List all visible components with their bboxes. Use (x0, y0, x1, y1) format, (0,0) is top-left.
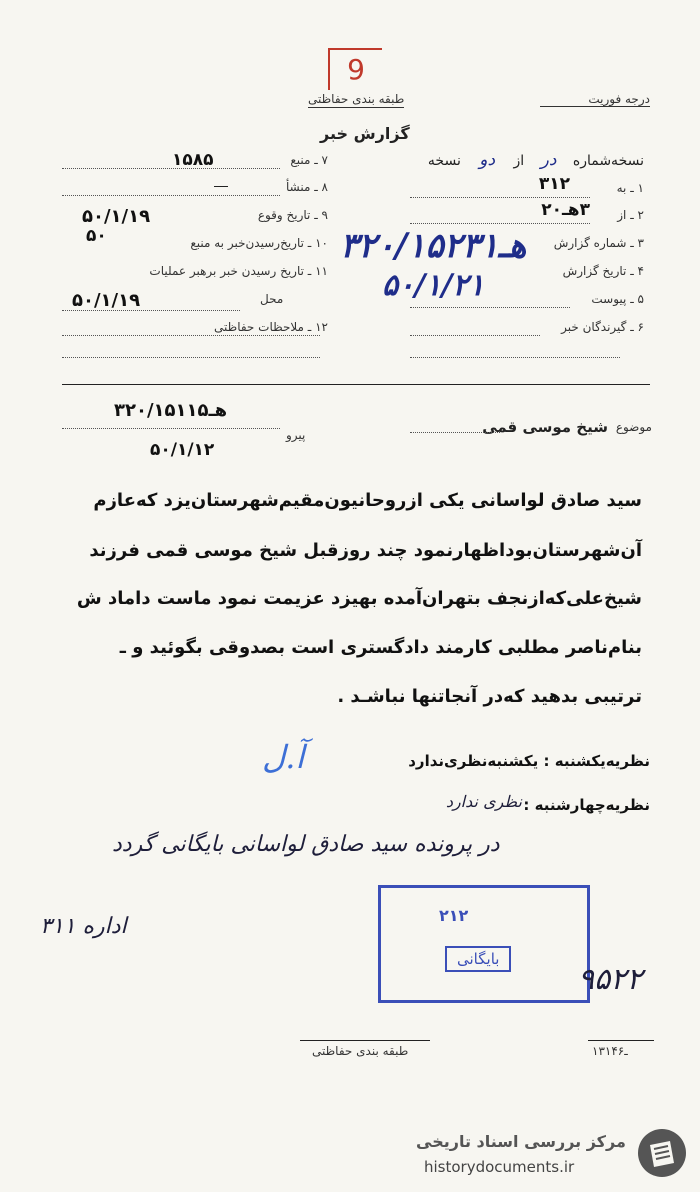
news-to-ops-label: ۱۱ ـ تاریخ رسیدن خبر برهبر عملیات (149, 264, 328, 278)
reference-number: ۳هـ۲۰/۱۵۱۱۵ (114, 400, 228, 421)
event-date-label: ۹ ـ تاریخ وقوع (257, 208, 328, 222)
remarks-label: ۱۲ ـ ملاحظات حفاظتی (214, 320, 328, 334)
handwritten-report-number: ۳هـ۲۰/۱۵۲۳۱ (340, 226, 527, 266)
footer-rule-left (300, 1040, 430, 1041)
news-to-ops-dots (62, 310, 240, 311)
to-value: ۳۱۲ (538, 174, 570, 194)
to-label: ۱ ـ به (616, 181, 644, 195)
archive-logo-icon (636, 1127, 688, 1179)
source-value: ۱۵۸۵ (172, 150, 214, 170)
watermark-url: historydocuments.ir (424, 1158, 575, 1176)
copy-of-label: از (513, 153, 525, 169)
archive-stamp (378, 885, 590, 1003)
body-line-3: شیخ‌علی‌که‌ازنجف بتهران‌آمده بهیزد عزیمت نمود ماست داماد ش (76, 588, 642, 609)
reference-follow-label: پیرو (286, 428, 306, 442)
copy-total-value: دو (479, 150, 496, 170)
copy-number-label: نسخه‌شماره (572, 153, 644, 169)
subject-value: شیخ موسی قمی (482, 418, 608, 436)
footer-rule-right (588, 1040, 654, 1041)
reference-dots (62, 428, 280, 429)
recipients-label: ۶ ـ گیرندگان خبر (561, 320, 644, 334)
stamp-number: ۲۱۲ (439, 906, 469, 925)
report-title: گزارش خبر (320, 124, 410, 143)
news-to-source-label: ۱۰ ـ تاریخ‌رسیدن‌خبر به منبع (190, 236, 328, 250)
source-dots (62, 168, 280, 169)
recipients-dots (410, 335, 540, 336)
file-mark: ۹۵۲۲ (578, 962, 643, 997)
body-line-5: ترتیبی بدهید که‌در آنجاتنها نباشـد . (337, 686, 642, 707)
to-dots (410, 197, 590, 198)
report-date-label: ۴ ـ تاریخ گزارش (562, 264, 644, 278)
report-number-label: ۳ ـ شماره گزارش (553, 236, 644, 250)
opinion-wednesday: نظریه‌چهارشنبه : (523, 796, 650, 814)
opinion-sunday: نظریه‌یکشنبه : یکشنبه‌نظری‌ندارد (408, 752, 650, 770)
copy-number-line (428, 150, 644, 170)
handwritten-report-date: ۵۰/۱/۲۱ (382, 268, 485, 303)
body-line-2: آن‌شهرستان‌بوداظهارنمود چند روزقبل شیخ موسی قمی فرزند (89, 540, 642, 561)
section-divider (62, 384, 650, 385)
from-value: ۳هـ۲۰ (541, 200, 590, 220)
handwritten-note-line-2: اداره ۳۱۱ (40, 914, 127, 939)
remarks-dots-2 (62, 357, 320, 358)
origin-dots (62, 195, 280, 196)
opinion-sunday-signature: آ.ل (262, 738, 305, 776)
location-label: محل (260, 292, 284, 306)
header-classification-label: طبقه بندی حفاظتی (308, 92, 405, 106)
subject-label: موضوع (615, 420, 652, 434)
from-dots (410, 223, 590, 224)
from-label: ۲ ـ از (617, 208, 644, 222)
origin-label: ۸ ـ منشأ (285, 180, 328, 194)
footer-classification-label: طبقه بندی حفاظتی (312, 1044, 409, 1058)
priority-label: درجه فوریت (540, 92, 650, 107)
opinion-wednesday-handwritten: نظری ندارد (445, 792, 522, 811)
stamp-text: بایگانی (445, 946, 511, 972)
copy-number-value: در (540, 150, 557, 170)
body-line-4: بنام‌ناصر مطلبی کارمند دادگستری است بصدوقی بگوئید و ـ (119, 637, 642, 658)
watermark-name: مرکز بررسی اسناد تاریخی (416, 1132, 626, 1151)
attachment-label: ۵ ـ پیوست (591, 292, 644, 306)
news-to-ops-value: ۵۰/۱/۱۹ (72, 290, 141, 311)
reference-date: ۵۰/۱/۱۲ (150, 440, 215, 460)
handwritten-note-line-1: در پرونده سید صادق لواسانی بایگانی گردد (112, 832, 500, 857)
copy-suffix: نسخه (427, 153, 461, 169)
subject-dots (410, 432, 500, 433)
body-line-1: سید صادق لواسانی یکی ازروحانیون‌مقیم‌شهرستان‌یزد که‌عازم (93, 490, 642, 511)
source-label: ۷ ـ منبع (290, 153, 328, 167)
news-to-source-value: ۵۰ (86, 226, 107, 246)
remarks-dots (62, 335, 320, 336)
page-number-mark: 9 (328, 48, 382, 90)
attachment-dots (410, 307, 570, 308)
recipients-dots-2 (410, 357, 620, 358)
event-date-value: ۵۰/۱/۱۹ (82, 206, 151, 227)
footer-form-code: ۱۳۱ـ۴۶ (592, 1044, 628, 1058)
origin-dash (214, 186, 228, 187)
